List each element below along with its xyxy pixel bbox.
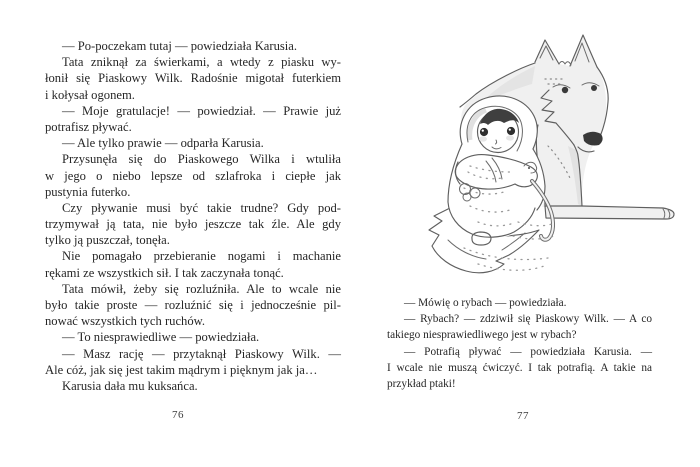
- illustration-svg: [418, 26, 682, 278]
- text-line: nować wszystkich tych ruchów.: [45, 314, 206, 329]
- text-line: przykład ptaki!: [387, 377, 456, 390]
- text-line: takiego niesprawiedliwego jest w rybach?: [387, 329, 577, 342]
- text-line: Ale cóż, jak się jest takim mądrym i pięknym jak ja…: [45, 362, 318, 377]
- text-line: Tata mówił, żeby się rozluźniła. Ale to wcale nie: [62, 281, 341, 296]
- text-line: tylko ją puszczał, tonęła.: [45, 233, 170, 248]
- left-page-number: 76: [172, 409, 184, 421]
- text-line: i kołysał ogonem.: [45, 87, 135, 102]
- text-line: było takie proste — rozluźnić się i jednocześnie pil-: [45, 298, 341, 312]
- text-line: — Po-poczekam tutaj — powiedziała Karusia.: [62, 39, 298, 53]
- text-line: Nie pomagało przebieranie nogami i machanie: [62, 249, 341, 264]
- child-cheek-right: [506, 135, 514, 140]
- text-line: w jego o niebo lepsze od szlafroka i ciepłe jak: [45, 168, 341, 183]
- text-line: — Potrafią pływać — powiedziała Karusia. —: [404, 345, 652, 358]
- bundle-eye-dot: [528, 167, 530, 169]
- wolf-pupil-right: [591, 85, 597, 91]
- text-line: — Moje gratulacje! — powiedział. — Prawie już: [62, 103, 341, 118]
- text-line: rękami ze wszystkich sił. I tak zaczynała tonąć.: [45, 265, 284, 280]
- text-line: Czy pływanie musi być takie trudne? Gdy pod-: [62, 200, 341, 215]
- text-line: łonił się Piaskowy Wilk. Radośnie migotał futerkiem: [45, 71, 341, 86]
- left-page-text: [45, 38, 341, 394]
- text-line: Tata zniknął za świerkami, a wtedy z piasku wy-: [62, 55, 341, 70]
- wolf-pupil-left: [562, 87, 568, 93]
- child-eye-right: [507, 127, 515, 135]
- child-cheek-left: [479, 136, 487, 141]
- right-page-text: [387, 295, 652, 392]
- text-line: trzymywał ją tata, nie było jeszcze tak źle. Ale gdy: [45, 217, 341, 232]
- right-page-number: 77: [517, 410, 529, 422]
- text-line: — To niesprawiedliwe — powiedziała.: [62, 330, 260, 345]
- text-line: Przysunęła się do Piaskowego Wilka i wtuliła: [62, 152, 341, 167]
- text-line: pustynia futerko.: [45, 184, 131, 199]
- text-line: — Masz rację — przytaknął Piaskowy Wilk. —: [62, 346, 341, 361]
- text-line: — Ale tylko prawie — odparła Karusia.: [62, 136, 264, 151]
- child-eye-right-highlight: [509, 129, 511, 131]
- text-line: potrafisz pływać.: [45, 119, 132, 134]
- child-eye-left-highlight: [482, 130, 484, 132]
- text-line: — Rybach? — zdziwił się Piaskowy Wilk. — A co: [404, 313, 652, 326]
- text-line: — Mówię o rybach — powiedziała.: [404, 297, 567, 309]
- text-line: I wcale nie muszą ćwiczyć. I tak potrafią. A takie na: [387, 361, 652, 374]
- child-eye-left: [480, 128, 488, 136]
- text-line: Karusia dała mu kuksańca.: [62, 378, 198, 393]
- wolf-and-child-illustration: [418, 26, 682, 278]
